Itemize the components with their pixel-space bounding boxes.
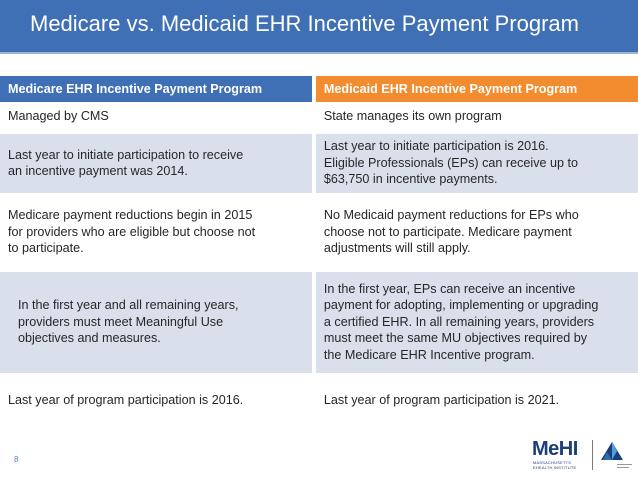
mehi-logo-subtitle: MASSACHUSETTS EHEALTH INSTITUTE [533, 460, 577, 470]
logo-divider [592, 440, 593, 470]
medicare-cell [0, 270, 312, 374]
table-row [0, 270, 638, 374]
cell-line: Last year to initiate participation is 2016. [323, 139, 549, 154]
medicare-cell [0, 194, 312, 270]
cell-line: providers must meet Meaningful Use [18, 314, 224, 329]
cell-line: must meet the same MU objectives required by [323, 331, 588, 346]
title-divider [0, 52, 638, 54]
table-header-row [0, 76, 638, 102]
cell-line: Last year of program participation is 2021. [323, 392, 560, 407]
cell-line: In the first year, EPs can receive an incentive [323, 281, 576, 296]
mehi-logo-text: MeHI [532, 438, 578, 460]
cell-line: adjustments will still apply. [323, 241, 471, 256]
mountain-peak-icon [597, 438, 633, 472]
cell-line: Last year to initiate participation to receive [8, 147, 244, 162]
cell-line: Medicare payment reductions begin in 2015 [8, 208, 253, 223]
cell-line: No Medicaid payment reductions for EPs who [323, 208, 579, 223]
table-row [0, 194, 638, 270]
medicaid-cell [316, 194, 638, 270]
medicare-column-header: Medicare EHR Incentive Payment Program [0, 76, 312, 102]
medicare-cell [0, 132, 312, 194]
cell-line: Last year of program participation is 2016. [8, 392, 244, 407]
table-row [0, 132, 638, 194]
cell-line: a certified EHR. In all remaining years, providers [323, 314, 595, 329]
comparison-table [0, 76, 638, 424]
medicaid-column-header: Medicaid EHR Incentive Payment Program [316, 76, 638, 102]
cell-line: an incentive payment was 2014. [8, 164, 188, 178]
medicare-cell [0, 374, 312, 424]
medicaid-cell [316, 374, 638, 424]
cell-line: choose not to participate. Medicare payment [323, 224, 572, 239]
table-row [0, 374, 638, 424]
cell-line: for providers who are eligible but choose not [8, 224, 256, 239]
page-number: 8 [14, 455, 19, 464]
cell-line: payment for adopting, implementing or upgrading [323, 298, 599, 313]
cell-line: objectives and measures. [18, 331, 161, 346]
medicaid-cell [316, 132, 638, 194]
table-row [0, 102, 638, 132]
cell-line: $63,750 in incentive payments. [323, 172, 498, 187]
medicaid-cell [316, 102, 638, 132]
medicaid-cell [316, 270, 638, 374]
cell-line: Managed by CMS [8, 109, 109, 123]
cell-line: Eligible Professionals (EPs) can receive up to [323, 155, 579, 170]
cell-line: State manages its own program [323, 109, 502, 123]
mehi-logo [532, 438, 590, 472]
medicare-cell [0, 102, 312, 132]
slide-title: Medicare vs. Medicaid EHR Incentive Payment Program [30, 11, 579, 36]
title-bar [0, 0, 638, 52]
cell-line: to participate. [8, 241, 84, 256]
cell-line: the Medicare EHR Incentive program. [323, 347, 535, 362]
cell-line: In the first year and all remaining years, [18, 298, 239, 313]
